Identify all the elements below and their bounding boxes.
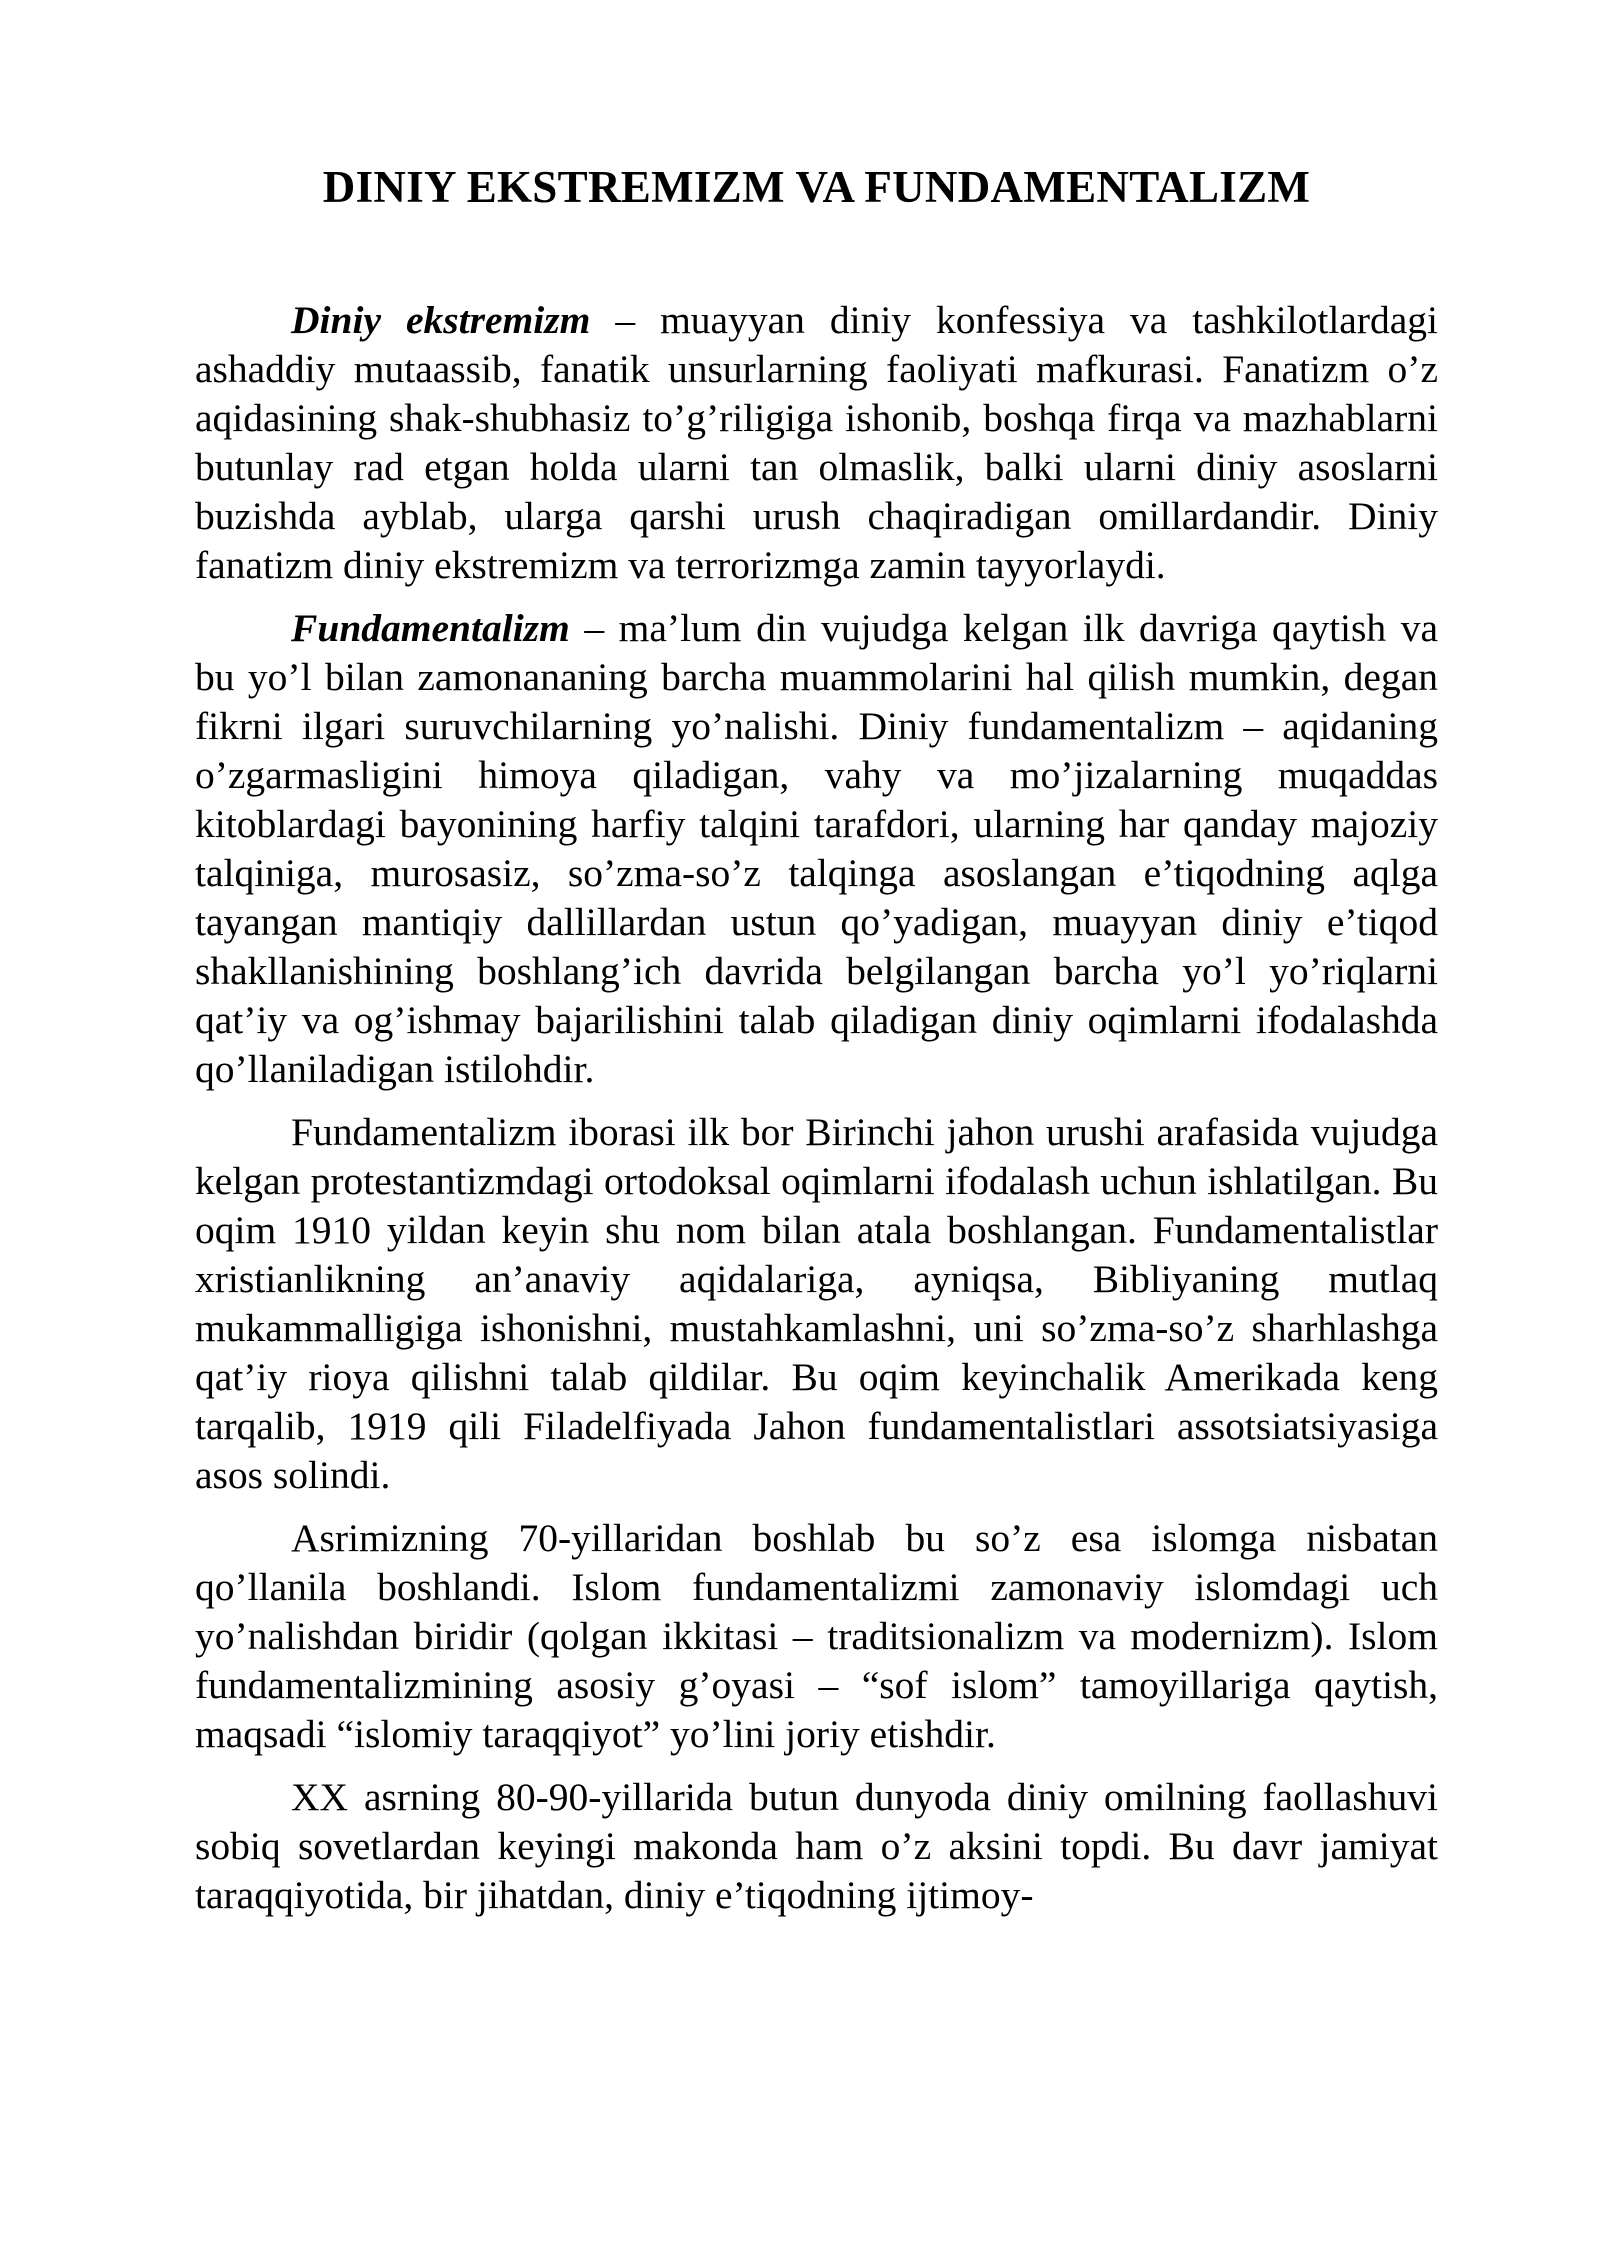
paragraph-text: XX asrning 80-90-yillarida butun dunyoda diniy omilning faollashuvi sobiq sovetlardan keyingi makonda ham o’z aksini topdi. Bu davr jamiyat taraqqiyotida, bir jihatdan, diniy e’tiqodning ijtimoy- [195,1775,1438,1917]
paragraph-text: Asrimizning 70-yillaridan boshlab bu so’z esa islomga nisbatan qo’llanila boshlandi. Islom fundamentalizmi zamonaviy islomdagi uch yo’nalishdan biridir (qolgan ikkitasi – traditsionalizm va modernizm). Islom fundamentalizmining asosiy g’oyasi – “sof islom” tamoyillariga qaytish, maqsadi “islomiy taraqqiyot” yo’lini joriy etishdir. [195,1516,1438,1756]
paragraph-xx-century [195,1773,1438,1920]
paragraph-fundamentalizm [195,604,1438,1094]
paragraph-diniy-ekstremizm [195,296,1438,590]
term-fundamentalizm: Fundamentalizm [291,606,570,650]
page-title: DINIY EKSTREMIZM VA FUNDAMENTALIZM [322,162,1311,212]
paragraph-text: – muayyan diniy konfessiya va tashkilotlardagi ashaddiy mutaassib, fanatik unsurlarning faoliyati mafkurasi. Fanatizm o’z aqidasining shak-shubhasiz to’g’riligiga ishonib, boshqa firqa va mazhablarni butunlay rad etgan holda ularni tan olmaslik, balki ularni diniy asoslarni buzishda ayblab, ularga qarshi urush chaqiradigan omillardandir. Diniy fanatizm diniy ekstremizm va terrorizmga zamin tayyorlaydi. [195,298,1438,587]
paragraph-text: – ma’lum din vujudga kelgan ilk davriga qaytish va bu yo’l bilan zamonananing barcha muammolarini hal qilish mumkin, degan fikrni ilgari suruvchilarning yo’nalishi. Diniy fundamentalizm – aqidaning o’zgarmasligini himoya qiladigan, vahy va mo’jizalarning muqaddas kitoblardagi bayonining harfiy talqini tarafdori, ularning har qanday majoziy talqiniga, murosasiz, so’zma-so’z talqinga asoslangan e’tiqodning aqlga tayangan mantiqiy dallillardan ustun qo’yadigan, muayyan diniy e’tiqod shakllanishining boshlang’ich davrida belgilangan barcha yo’l yo’riqlarni qat’iy va og’ishmay bajarilishini talab qiladigan diniy oqimlarni ifodalashda qo’llaniladigan istilohdir. [195,606,1438,1091]
term-diniy-ekstremizm: Diniy ekstremizm [291,298,591,342]
paragraph-text: Fundamentalizm iborasi ilk bor Birinchi jahon urushi arafasida vujudga kelgan protestantizmdagi ortodoksal oqimlarni ifodalash uchun ishlatilgan. Bu oqim 1910 yildan keyin shu nom bilan atala boshlangan. Fundamentalistlar xristianlikning an’anaviy aqidalariga, ayniqsa, Bibliyaning mutlaq mukammalligiga ishonishni, mustahkamlashni, uni so’zma-so’z sharhlashga qat’iy rioya qilishni talab qildilar. Bu oqim keyinchalik Amerikada keng tarqalib, 1919 qili Filadelfiyada Jahon fundamentalistlari assotsiatsiyasiga asos solindi. [195,1110,1438,1497]
paragraph-history [195,1108,1438,1500]
paragraph-islam [195,1514,1438,1759]
document-page [195,160,1438,1934]
